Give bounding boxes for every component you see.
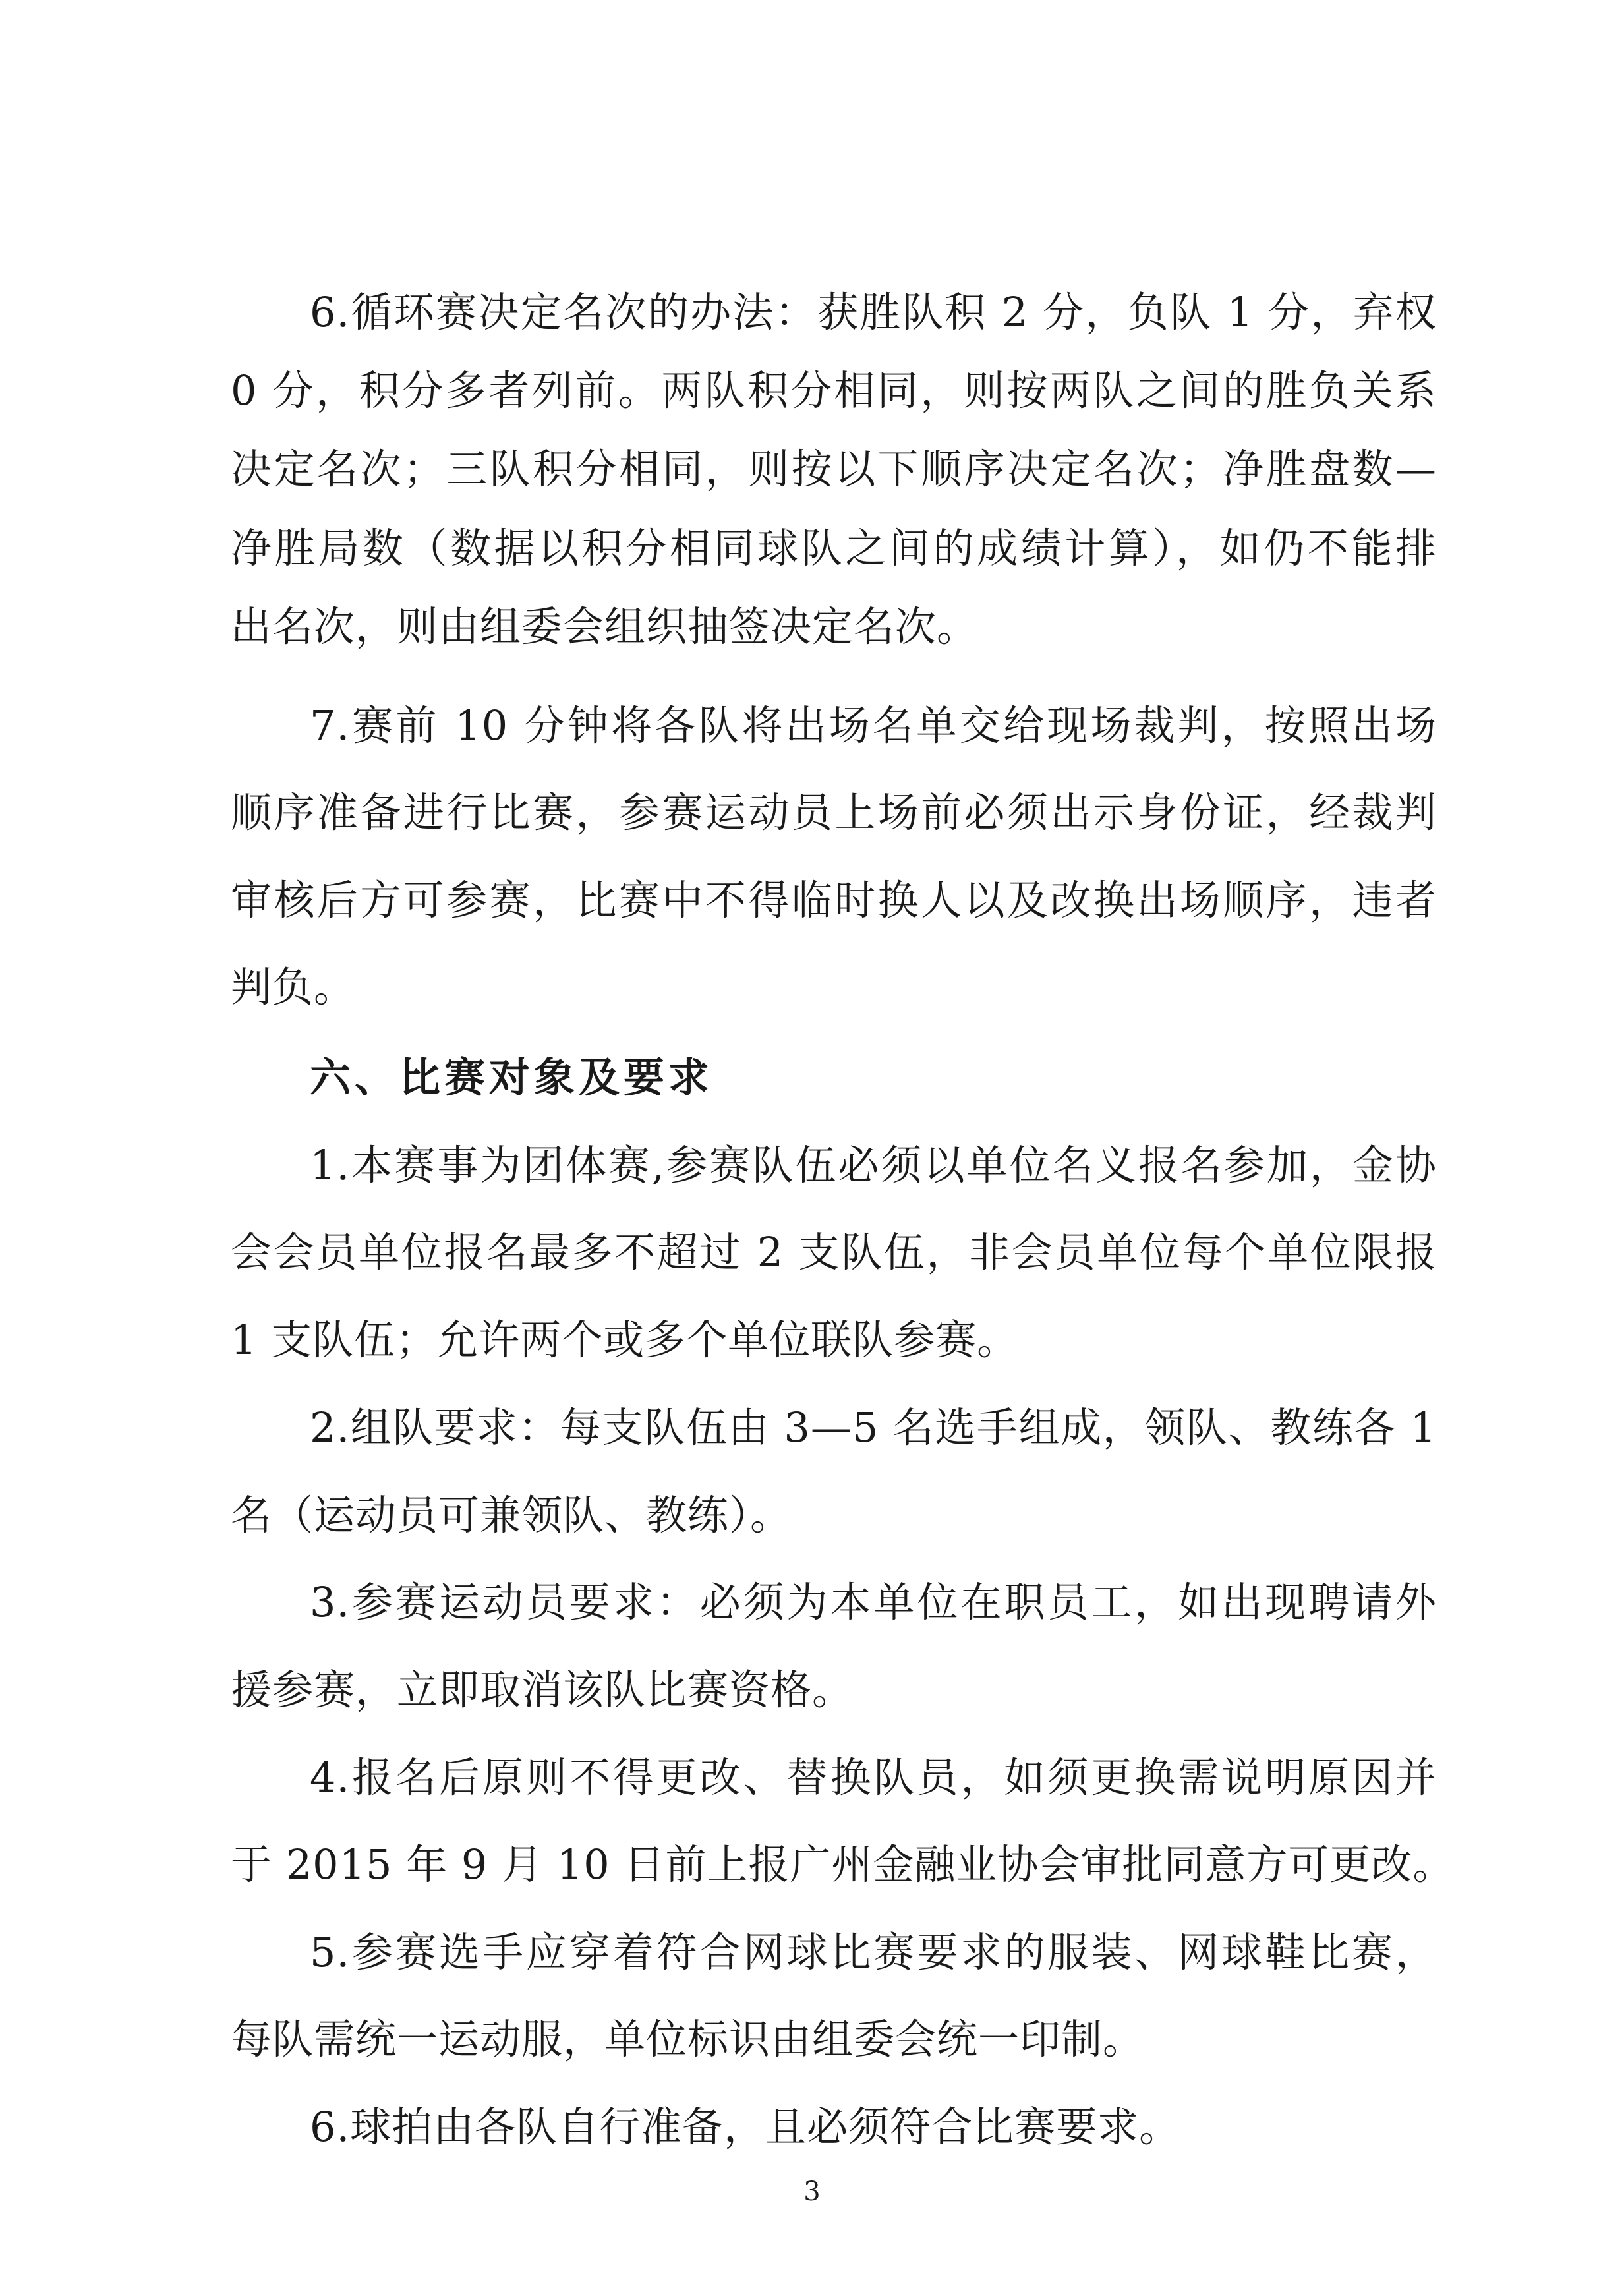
paragraph-line: 决定名次；三队积分相同，则按以下顺序决定名次；净胜盘数— bbox=[231, 445, 1437, 493]
paragraph-line: 会会员单位报名最多不超过 2 支队伍，非会员单位每个单位限报 bbox=[231, 1228, 1437, 1276]
paragraph-line: 净胜局数（数据以积分相同球队之间的成绩计算），如仍不能排 bbox=[231, 524, 1437, 572]
paragraph-line: 2.组队要求：每支队伍由 3—5 名选手组成，领队、教练各 1 bbox=[310, 1403, 1437, 1451]
paragraph-line: 审核后方可参赛，比赛中不得临时换人以及改换出场顺序，违者 bbox=[231, 876, 1437, 924]
paragraph-line: 6.循环赛决定名次的办法：获胜队积 2 分，负队 1 分，弃权 bbox=[310, 288, 1437, 336]
paragraph-line: 每队需统一运动服，单位标识由组委会统一印制。 bbox=[231, 2015, 1145, 2063]
paragraph-line: 1.本赛事为团体赛,参赛队伍必须以单位名义报名参加，金协 bbox=[310, 1141, 1437, 1189]
page-number: 3 bbox=[803, 2176, 821, 2207]
section-heading: 六、比赛对象及要求 bbox=[310, 1053, 714, 1101]
paragraph-line: 援参赛，立即取消该队比赛资格。 bbox=[231, 1666, 854, 1714]
paragraph-line: 5.参赛选手应穿着符合网球比赛要求的服装、网球鞋比赛， bbox=[310, 1928, 1437, 1976]
paragraph-line: 顺序准备进行比赛，参赛运动员上场前必须出示身份证，经裁判 bbox=[231, 788, 1437, 836]
paragraph-line: 1 支队伍；允许两个或多个单位联队参赛。 bbox=[231, 1316, 1019, 1364]
paragraph-line: 7.赛前 10 分钟将各队将出场名单交给现场裁判，按照出场 bbox=[310, 701, 1437, 749]
paragraph-line: 于 2015 年 9 月 10 日前上报广州金融业协会审批同意方可更改。 bbox=[231, 1840, 1455, 1888]
paragraph-line: 0 分，积分多者列前。两队积分相同，则按两队之间的胜负关系 bbox=[231, 366, 1437, 415]
paragraph-line: 判负。 bbox=[231, 963, 356, 1011]
paragraph-line: 6.球拍由各队自行准备，且必须符合比赛要求。 bbox=[310, 2103, 1181, 2151]
paragraph-line: 出名次，则由组委会组织抽签决定名次。 bbox=[231, 602, 979, 651]
paragraph-line: 名（运动员可兼领队、教练）。 bbox=[231, 1491, 792, 1539]
paragraph-line: 4.报名后原则不得更改、替换队员，如须更换需说明原因并 bbox=[310, 1753, 1437, 1801]
paragraph-line: 3.参赛运动员要求：必须为本单位在职员工，如出现聘请外 bbox=[310, 1578, 1437, 1626]
